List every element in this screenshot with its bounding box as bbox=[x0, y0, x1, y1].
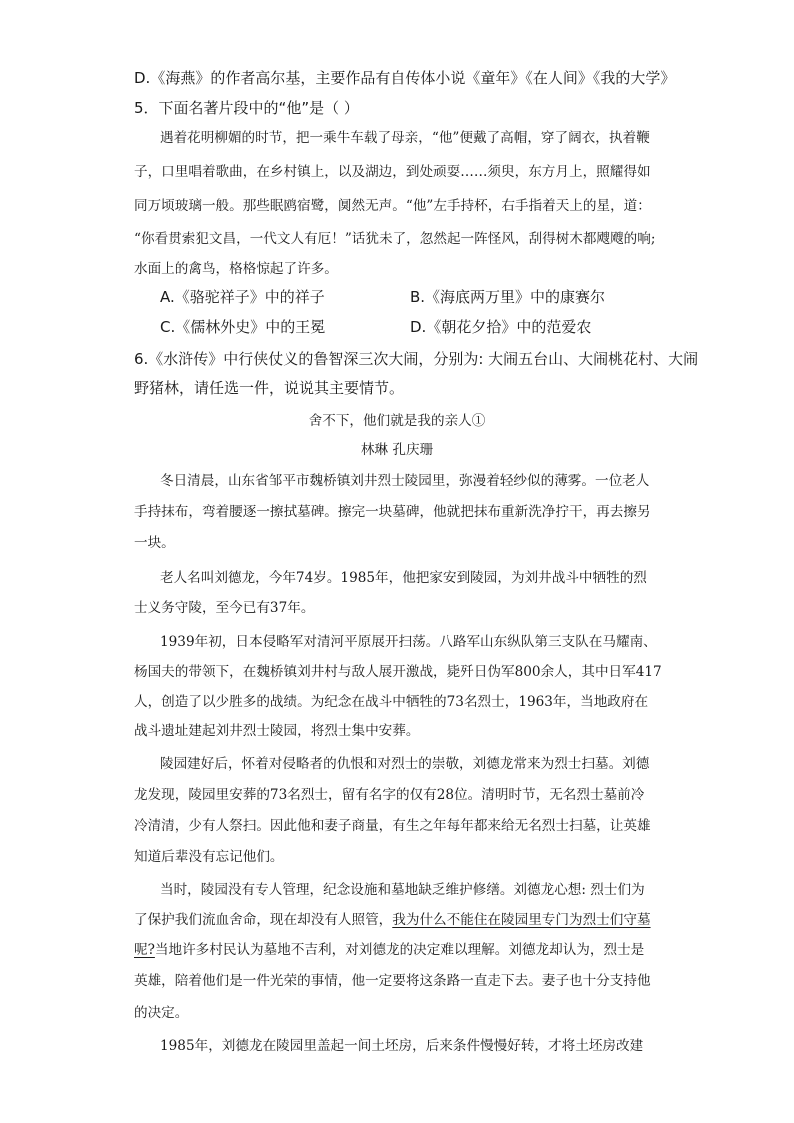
article-line: 呢?当地许多村民认为墓地不吉利，对刘德龙的决定难以理解。刘德龙却认为，烈士是 bbox=[134, 942, 645, 958]
passage-line: “你看贯索犯文昌，一代文人有厄！”话犹未了，忽然起一阵怪风，刮得树木都飕飕的响; bbox=[134, 231, 656, 247]
option-d-line: D.《海燕》的作者高尔基，主要作品有自传体小说《童年》《在人间》《我的大学》 bbox=[134, 69, 676, 87]
article-line: 一块。 bbox=[134, 535, 175, 551]
article-line: 的决定。 bbox=[134, 1005, 189, 1021]
passage-line: 同万顷玻璃一般。那些眠鸥宿鹭，阒然无声。“他”左手持杯，右手指着天上的星，道： bbox=[134, 198, 651, 214]
article-line: 知道后辈没有忘记他们。 bbox=[134, 849, 284, 865]
article-line: 老人名叫刘德龙，今年74岁。1985年，他把家安到陵园，为刘井战斗中牺牲的烈 bbox=[160, 570, 647, 586]
article-line: 龙发现，陵园里安葬的73名烈士，留有名字的仅有28位。清明时节，无名烈士墓前冷 bbox=[134, 787, 645, 803]
passage-line: 遇着花明柳媚的时节，把一乘牛车载了母亲，“他”便戴了高帽，穿了阔衣，执着鞭 bbox=[160, 130, 650, 146]
article-authors: 林琳 孔庆珊 bbox=[360, 442, 434, 458]
article-line: 冷清清，少有人祭扫。因此他和妻子商量，有生之年每年都来给无名烈士扫墓，让英雄 bbox=[134, 818, 651, 834]
article-line: 陵园建好后，怀着对侵略者的仇恨和对烈士的崇敬，刘德龙常来为烈士扫墓。刘德 bbox=[160, 756, 650, 772]
passage-line: 水面上的禽鸟，格格惊起了许多。 bbox=[134, 261, 338, 277]
article-line: 1985年，刘德龙在陵园里盖起一间土坯房，后来条件慢慢好转，才将土坯房改建 bbox=[160, 1038, 644, 1054]
article-line: 人，创造了以少胜多的战绩。为纪念在战斗中牺牲的73名烈士，1963年，当地政府在 bbox=[134, 694, 649, 710]
option-b[interactable]: B.《海底两万里》中的康赛尔 bbox=[410, 288, 606, 306]
article-line: 当时，陵园没有专人管理，纪念设施和墓地缺乏维护修缮。刘德龙心想: 烈士们为 bbox=[160, 882, 645, 898]
underlined-sentence-end: 呢? bbox=[134, 942, 155, 958]
article-line: 战斗遗址建起刘井烈士陵园，将烈士集中安葬。 bbox=[134, 723, 420, 739]
question-6-line: 野猪林，请任选一件，说说其主要情节。 bbox=[134, 379, 405, 397]
article-line: 英雄，陪着他们是一件光荣的事情，他一定要将这条路一直走下去。妻子也十分支持他 bbox=[134, 973, 651, 989]
option-d[interactable]: D.《朝花夕拾》中的范爱农 bbox=[410, 318, 592, 336]
article-line: 手持抹布，弯着腰逐一擦拭墓碑。擦完一块墓碑，他就把抹布重新洗净拧干，再去擦另 bbox=[134, 504, 651, 520]
article-line: 士义务守陵，至今已有37年。 bbox=[134, 600, 315, 616]
option-a[interactable]: A.《骆驼祥子》中的祥子 bbox=[160, 288, 325, 306]
article-line: 1939年初，日本侵略军对清河平原展开扫荡。八路军山东纵队第三支队在马耀南、 bbox=[160, 634, 657, 650]
question-5-title: 5．下面名著片段中的“他”是（ ） bbox=[134, 99, 359, 117]
article-line: 杨国夫的带领下，在魏桥镇刘井村与敌人展开激战，毙歼日伪军800余人，其中日军417 bbox=[134, 664, 662, 680]
article-line: 了保护我们流血舍命，现在却没有人照管，我为什么不能住在陵园里专门为烈士们守墓 bbox=[134, 912, 651, 928]
article-line: 冬日清晨，山东省邹平市魏桥镇刘井烈士陵园里，弥漫着轻纱似的薄雾。一位老人 bbox=[160, 473, 650, 489]
passage-line: 子，口里唱着歌曲，在乡村镇上，以及湖边，到处顽耍……须臾，东方月上，照耀得如 bbox=[134, 164, 651, 180]
underlined-sentence: 我为什么不能住在陵园里专门为烈士们守墓 bbox=[392, 912, 651, 928]
article-title: 舍不下，他们就是我的亲人① bbox=[308, 413, 486, 429]
option-c[interactable]: C.《儒林外史》中的王冕 bbox=[160, 318, 326, 336]
question-6-line: 6.《水浒传》中行侠仗义的鲁智深三次大闹，分别为: 大闹五台山、大闹桃花村、大闹 bbox=[134, 350, 699, 368]
